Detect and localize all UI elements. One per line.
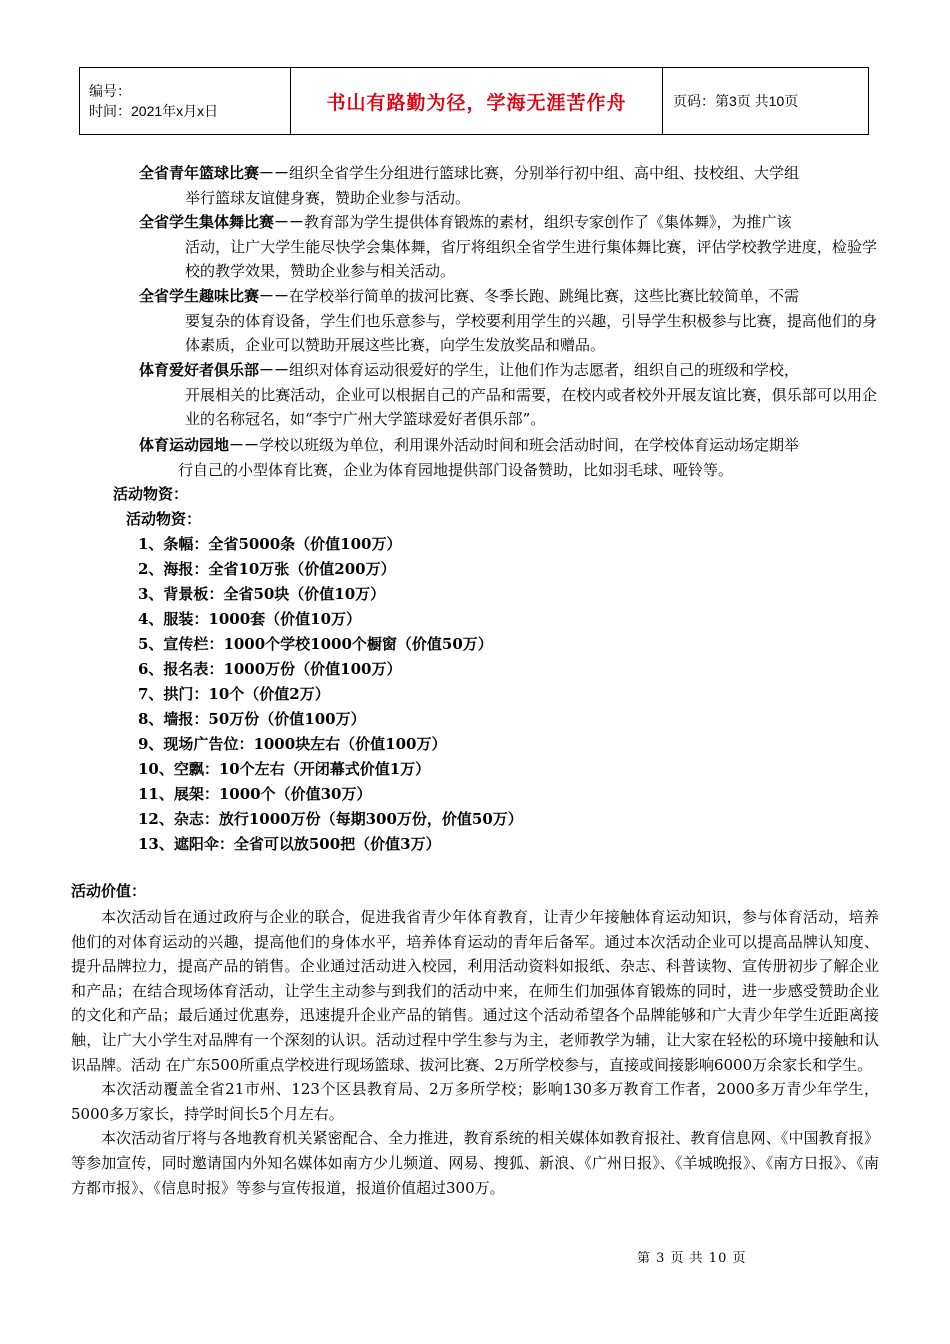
entry-title: 体育运动园地－－ [139, 436, 260, 454]
entry-text: 在学校举行简单的拔河比赛、冬季长跑、跳绳比赛，这些比赛比较简单，不需 [289, 287, 800, 305]
materials-subheading: 活动物资： [126, 510, 202, 528]
entry-continuation: 开展相关的比赛活动，企业可以根据自己的产品和需要，在校内或者校外开展友谊比赛，俱乐部可以用企业的名称冠名，如“李宁广州大学篮球爱好者俱乐部”。 [185, 385, 877, 429]
entry-continuation: 要复杂的体育设备，学生们也乐意参与，学校要利用学生的兴趣，引导学生积极参与比赛，提高他们的身体素质，企业可以赞助开展这些比赛，向学生发放奖品和赠品。 [185, 311, 877, 355]
list-item: 2、海报：全省10万张（价值200万） [138, 560, 396, 578]
entry-title: 全省青年篮球比赛－－ [139, 164, 290, 182]
entry-title: 全省学生趣味比赛－－ [139, 287, 290, 305]
entry-basketball [139, 161, 877, 210]
entry-continuation: 行自己的小型体育比赛，企业为体育园地提供部门设备赞助，比如羽毛球、哑铃等。 [178, 460, 734, 479]
list-item: 3、背景板：全省50块（价值10万） [138, 585, 386, 603]
list-item: 1、条幅：全省5000条（价值100万） [138, 535, 402, 553]
page-header [79, 67, 869, 135]
document-number-label: 编号： [89, 83, 131, 99]
list-item: 4、服装：1000套（价值10万） [138, 610, 362, 628]
list-item: 8、墙报：50万份（价值100万） [138, 710, 366, 728]
entry-text: 组织全省学生分组进行篮球比赛，分别举行初中组、高中组、技校组、大学组 [289, 164, 800, 182]
header-meta [80, 68, 291, 135]
entry-fun-games [139, 284, 877, 358]
materials-heading: 活动物资： [113, 485, 189, 503]
entry-text: 组织对体育运动很爱好的学生，让他们作为志愿者，组织自己的班级和学校， [289, 361, 800, 379]
list-item: 5、宣传栏：1000个学校1000个橱窗（价值50万） [138, 635, 493, 653]
document-time-label: 时间：2021年x月x日 [89, 103, 219, 119]
entry-continuation: 活动，让广大学生能尽快学会集体舞，省厅将组织全省学生进行集体舞比赛，评估学校教学进度，检验学校的教学效果，赞助企业参与相关活动。 [185, 237, 877, 281]
entry-title: 全省学生集体舞比赛－－ [139, 213, 305, 231]
entry-text: 教育部为学生提供体育锻炼的素材，组织专家创作了《集体舞》，为推广该 [304, 213, 792, 231]
entry-title: 体育爱好者俱乐部－－ [139, 361, 290, 379]
list-item: 12、杂志：放行1000万份（每期300万份，价值50万） [138, 810, 523, 828]
value-section [71, 905, 879, 1200]
entry-group-dance [139, 210, 877, 284]
list-item: 7、拱门：10个（价值2万） [138, 685, 330, 703]
value-paragraph: 本次活动覆盖全省21市州、123个区县教育局、2万多所学校；影响130多万教育工作者，2000多万青少年学生，5000多万家长，持学时间长5个月左右。 [71, 1080, 879, 1123]
entry-continuation: 举行篮球友谊健身赛，赞助企业参与活动。 [185, 188, 471, 207]
list-item: 11、展架：1000个（价值30万） [138, 785, 372, 803]
header-motto: 书山有路勤为径，学海无涯苦作舟 [291, 68, 663, 135]
entry-text: 学校以班级为单位，利用课外活动时间和班会活动时间，在学校体育运动场定期举 [259, 436, 800, 454]
value-paragraph: 本次活动省厅将与各地教育机关紧密配合、全力推进，教育系统的相关媒体如教育报社、教育信息网、《中国教育报》等参加宣传，同时邀请国内外知名媒体如南方少儿频道、网易、搜狐、新浪、《广州日报》、《羊城晚报》、《南方日报》、《南方都市报》、《信息时报》等参与宣传报道，报道价值超过300万。 [71, 1129, 879, 1197]
header-page-label: 页码：第3页 共10页 [663, 68, 869, 135]
list-item: 6、报名表：1000万份（价值100万） [138, 660, 402, 678]
list-item: 9、现场广告位：1000块左右（价值100万） [138, 735, 447, 753]
list-item: 13、遮阳伞：全省可以放500把（价值3万） [138, 835, 441, 853]
list-item: 10、空飘：10个左右（开闭幕式价值1万） [138, 760, 431, 778]
entry-sports-garden [139, 433, 877, 482]
value-paragraph: 本次活动旨在通过政府与企业的联合，促进我省青少年体育教育，让青少年接触体育运动知识，参与体育活动，培养他们的对体育运动的兴趣，提高他们的身体水平，培养体育运动的青年后备军。通过本次活动企业可以提高品牌认知度、提升品牌拉力，提高产品的销售。企业通过活动进入校园，利用活动资料如报纸、杂志、科普读物、宣传册初步了解企业和产品；在结合现场体育活动，让学生主动参与到我们的活动中来，在师生们加强体育锻炼的同时，进一步感受赞助企业的文化和产品；最后通过优惠券，迅速提升企业产品的销售。通过这个活动希望各个品牌能够和广大青少年学生近距离接触，让广大小学生对品牌有一个深刻的认识。活动过程中学生参与为主，老师教学为辅，让大家在轻松的环境中接触和认识品牌。活动 在广东500所重点学校进行现场篮球、拔河比赛、2万所学校参与，直接或间接影响6000万余家长和学生。 [71, 908, 879, 1074]
materials-list [138, 532, 838, 857]
page-footer: 第 3 页 共 10 页 [637, 1251, 747, 1266]
entry-sports-club [139, 358, 877, 432]
value-heading: 活动价值： [71, 882, 147, 900]
